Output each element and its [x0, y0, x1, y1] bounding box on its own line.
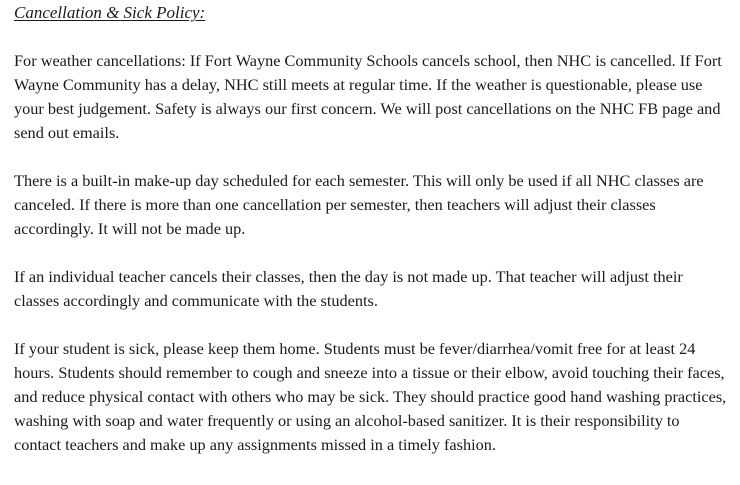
- policy-document: [14, 0, 730, 457]
- policy-title: Cancellation & Sick Policy:: [14, 3, 206, 22]
- make-up-day-paragraph: There is a built-in make-up day scheduled for each semester. This will only be used if all NHC classes are canceled. If there is more than one cancellation per semester, then teachers will adjust their classes accordingly. It will not be made up.: [14, 171, 704, 238]
- weather-cancellation-paragraph: For weather cancellations: If Fort Wayne Community Schools cancels school, then NHC is cancelled. If Fort Wayne Community has a delay, NHC still meets at regular time. If the weather is questionable, please use your best judgement. Safety is always our first concern. We will post cancellations on the NHC FB page and send out emails.: [14, 51, 722, 142]
- sick-policy-paragraph: If your student is sick, please keep them home. Students must be fever/diarrhea/vomit free for at least 24 hours. Students should remember to cough and sneeze into a tissue or their elbow, avoid touching their faces, and reduce physical contact with others who may be sick. They should practice good hand washing practices, washing with soap and water frequently or using an alcohol-based sanitizer. It is their responsibility to contact teachers and make up any assignments missed in a timely fashion.: [14, 339, 727, 454]
- teacher-cancellation-paragraph: If an individual teacher cancels their classes, then the day is not made up. That teacher will adjust their classes accordingly and communicate with the students.: [14, 267, 683, 310]
